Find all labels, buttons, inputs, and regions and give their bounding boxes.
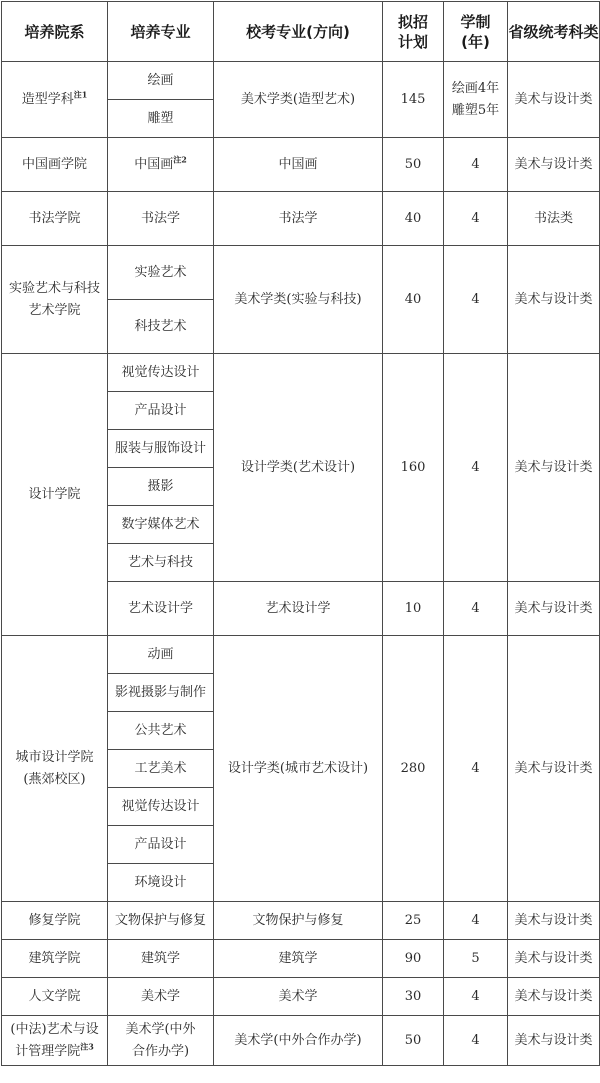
major-cell: 视觉传达设计 bbox=[108, 354, 214, 392]
header-plan-line2: 计划 bbox=[397, 32, 428, 51]
note-marker: 注3 bbox=[80, 1041, 94, 1052]
header-plan-line1: 拟招 bbox=[397, 12, 428, 31]
exam-major-cell: 设计学类(艺术设计) bbox=[214, 354, 383, 582]
exam-major-cell: 书法学 bbox=[214, 192, 383, 246]
college-cell: 修复学院 bbox=[2, 902, 108, 940]
major-cell: 雕塑 bbox=[108, 100, 214, 138]
plan-cell: 40 bbox=[383, 192, 444, 246]
college-cell: 人文学院 bbox=[2, 978, 108, 1016]
category-cell: 美术与设计类 bbox=[508, 354, 600, 582]
table-row bbox=[2, 902, 600, 940]
table-row bbox=[2, 636, 600, 674]
years-cell: 4 bbox=[444, 1016, 508, 1066]
exam-major-cell: 美术学(中外合作办学) bbox=[214, 1016, 383, 1066]
header-category: 省级统考科类 bbox=[508, 2, 600, 62]
exam-major-cell: 文物保护与修复 bbox=[214, 902, 383, 940]
major-cell: 艺术设计学 bbox=[108, 582, 214, 636]
major-cell: 工艺美术 bbox=[108, 750, 214, 788]
years-cell: 4 bbox=[444, 246, 508, 354]
note-marker: 注2 bbox=[173, 154, 187, 165]
plan-cell: 90 bbox=[383, 940, 444, 978]
major-cell: 公共艺术 bbox=[108, 712, 214, 750]
category-cell: 美术与设计类 bbox=[508, 62, 600, 138]
table-row bbox=[2, 940, 600, 978]
major-cell: 产品设计 bbox=[108, 826, 214, 864]
major-cell: 艺术与科技 bbox=[108, 544, 214, 582]
major-cell: 数字媒体艺术 bbox=[108, 506, 214, 544]
major-cell: 动画 bbox=[108, 636, 214, 674]
header-years-line2: (年) bbox=[461, 32, 490, 51]
exam-major-cell: 设计学类(城市艺术设计) bbox=[214, 636, 383, 902]
years-cell: 4 bbox=[444, 138, 508, 192]
major-cell: 视觉传达设计 bbox=[108, 788, 214, 826]
exam-major-cell: 美术学类(实验与科技) bbox=[214, 246, 383, 354]
college-line: (中法)艺术与设 bbox=[10, 1021, 99, 1037]
college-cell: 造型学科$^{注1}$ bbox=[2, 62, 108, 138]
college-cell: 设计学院 bbox=[2, 354, 108, 636]
table-row bbox=[2, 138, 600, 192]
years-line: 雕塑5年 bbox=[451, 102, 500, 118]
years-cell: 4 bbox=[444, 902, 508, 940]
enrollment-table bbox=[1, 1, 600, 1066]
category-cell: 美术与设计类 bbox=[508, 636, 600, 902]
college-line: 计管理学院$^{注3}$ bbox=[15, 1041, 94, 1059]
category-cell: 美术与设计类 bbox=[508, 138, 600, 192]
years-cell: 4 bbox=[444, 582, 508, 636]
major-cell: 实验艺术 bbox=[108, 246, 214, 300]
plan-cell: 50 bbox=[383, 138, 444, 192]
table-row bbox=[2, 354, 600, 392]
header-college: 培养院系 bbox=[2, 2, 108, 62]
header-years bbox=[444, 2, 508, 62]
major-cell: 文物保护与修复 bbox=[108, 902, 214, 940]
plan-cell: 280 bbox=[383, 636, 444, 902]
category-cell: 美术与设计类 bbox=[508, 582, 600, 636]
college-line: 艺术学院 bbox=[28, 302, 81, 318]
major-cell bbox=[108, 1016, 214, 1066]
header-plan bbox=[383, 2, 444, 62]
college-cell: 中国画学院 bbox=[2, 138, 108, 192]
table-row bbox=[2, 1016, 600, 1066]
major-cell: 科技艺术 bbox=[108, 300, 214, 354]
plan-cell: 145 bbox=[383, 62, 444, 138]
category-cell: 美术与设计类 bbox=[508, 978, 600, 1016]
major-cell: 中国画$^{注2}$ bbox=[108, 138, 214, 192]
years-cell: 4 bbox=[444, 636, 508, 902]
category-cell: 美术与设计类 bbox=[508, 940, 600, 978]
major-cell: 书法学 bbox=[108, 192, 214, 246]
table-row bbox=[2, 62, 600, 100]
college-cell bbox=[2, 636, 108, 902]
category-cell: 书法类 bbox=[508, 192, 600, 246]
major-cell: 摄影 bbox=[108, 468, 214, 506]
college-line: 城市设计学院 bbox=[15, 749, 94, 765]
years-cell: 5 bbox=[444, 940, 508, 978]
plan-cell: 160 bbox=[383, 354, 444, 582]
table-row bbox=[2, 246, 600, 300]
college-cell: 建筑学院 bbox=[2, 940, 108, 978]
exam-major-cell: 艺术设计学 bbox=[214, 582, 383, 636]
major-cell: 服装与服饰设计 bbox=[108, 430, 214, 468]
years-cell: 4 bbox=[444, 192, 508, 246]
plan-cell: 25 bbox=[383, 902, 444, 940]
college-cell bbox=[2, 1016, 108, 1066]
major-cell: 影视摄影与制作 bbox=[108, 674, 214, 712]
plan-cell: 50 bbox=[383, 1016, 444, 1066]
table-row bbox=[2, 192, 600, 246]
header-years-line1: 学制 bbox=[460, 12, 491, 31]
exam-major-cell: 中国画 bbox=[214, 138, 383, 192]
years-line: 绘画4年 bbox=[451, 80, 500, 96]
header-row bbox=[2, 2, 600, 62]
major-cell: 建筑学 bbox=[108, 940, 214, 978]
header-major: 培养专业 bbox=[108, 2, 214, 62]
years-cell bbox=[444, 62, 508, 138]
college-cell bbox=[2, 246, 108, 354]
header-exam-major: 校考专业(方向) bbox=[214, 2, 383, 62]
major-cell: 环境设计 bbox=[108, 864, 214, 902]
category-cell: 美术与设计类 bbox=[508, 902, 600, 940]
major-line: 合作办学) bbox=[131, 1043, 190, 1059]
exam-major-cell: 美术学类(造型艺术) bbox=[214, 62, 383, 138]
exam-major-cell: 建筑学 bbox=[214, 940, 383, 978]
years-cell: 4 bbox=[444, 354, 508, 582]
major-cell: 美术学 bbox=[108, 978, 214, 1016]
major-cell: 产品设计 bbox=[108, 392, 214, 430]
plan-cell: 30 bbox=[383, 978, 444, 1016]
category-cell: 美术与设计类 bbox=[508, 246, 600, 354]
major-cell: 绘画 bbox=[108, 62, 214, 100]
college-cell: 书法学院 bbox=[2, 192, 108, 246]
college-line: 实验艺术与科技 bbox=[8, 280, 100, 296]
exam-major-cell: 美术学 bbox=[214, 978, 383, 1016]
years-cell: 4 bbox=[444, 978, 508, 1016]
category-cell: 美术与设计类 bbox=[508, 1016, 600, 1066]
college-line: (燕郊校区) bbox=[23, 771, 86, 787]
plan-cell: 10 bbox=[383, 582, 444, 636]
plan-cell: 40 bbox=[383, 246, 444, 354]
major-line: 美术学(中外 bbox=[125, 1021, 196, 1037]
note-marker: 注1 bbox=[73, 89, 88, 100]
table-row bbox=[2, 978, 600, 1016]
